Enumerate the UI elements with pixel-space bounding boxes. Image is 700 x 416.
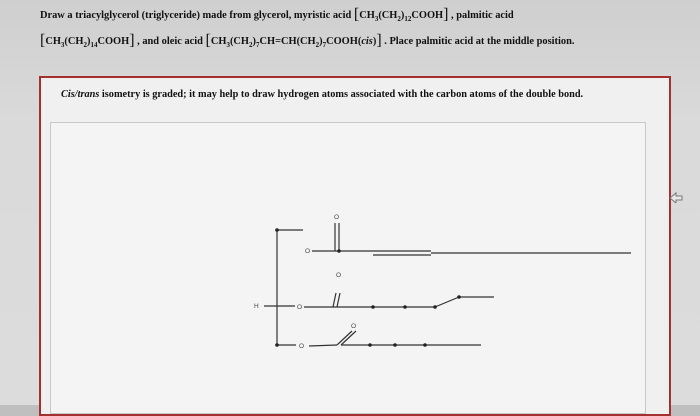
oxygen-label: O (351, 323, 357, 330)
carbon-node (403, 305, 407, 309)
triglyceride-structure[interactable] (51, 123, 645, 413)
oxygen-label: O (305, 248, 311, 255)
ester-bond (309, 345, 337, 346)
carbonyl-double-bond (341, 331, 356, 345)
oxygen-label: O (297, 304, 303, 311)
oxygen-label: O (334, 214, 340, 221)
cis-trans-instruction: Cis/trans isometry is graded; it may help to draw hydrogen atoms associated with the carbon atoms of the double bond. (61, 89, 584, 100)
carbonyl-double-bond (333, 293, 336, 307)
carbon-node (393, 343, 397, 347)
carbonyl-double-bond (337, 293, 340, 307)
carbon-node (423, 343, 427, 347)
carbon-node (275, 343, 279, 347)
hydrogen-label: H (254, 303, 259, 310)
question-line-2: $[CH_3(CH_2)_{14}COOH]$ , and oleic acid $[CH_3(CH_2)_7CH=CH(CH_2)_7COOH(cis)]$ . Place palmitic acid at the middle position. (40, 32, 575, 50)
chain-bond (435, 297, 459, 307)
carbon-node (371, 305, 375, 309)
oxygen-label: O (336, 272, 342, 279)
carbon-node (368, 343, 372, 347)
carbon-node (433, 305, 437, 309)
carbon-node (337, 249, 341, 253)
drawing-panel (39, 76, 671, 416)
question-line-1: Draw a triacylglycerol (triglyceride) made from glycerol, myristic acid $[CH_3(CH_2)_{12}COOH]$ , palmitic acid (40, 6, 514, 24)
question-text (40, 4, 670, 56)
carbon-node (457, 295, 461, 299)
carbonyl-double-bond (337, 331, 352, 345)
oxygen-label: O (299, 343, 305, 350)
collapse-arrow-icon[interactable] (669, 191, 683, 203)
carbon-node (275, 228, 279, 232)
drawing-canvas[interactable] (50, 122, 646, 414)
